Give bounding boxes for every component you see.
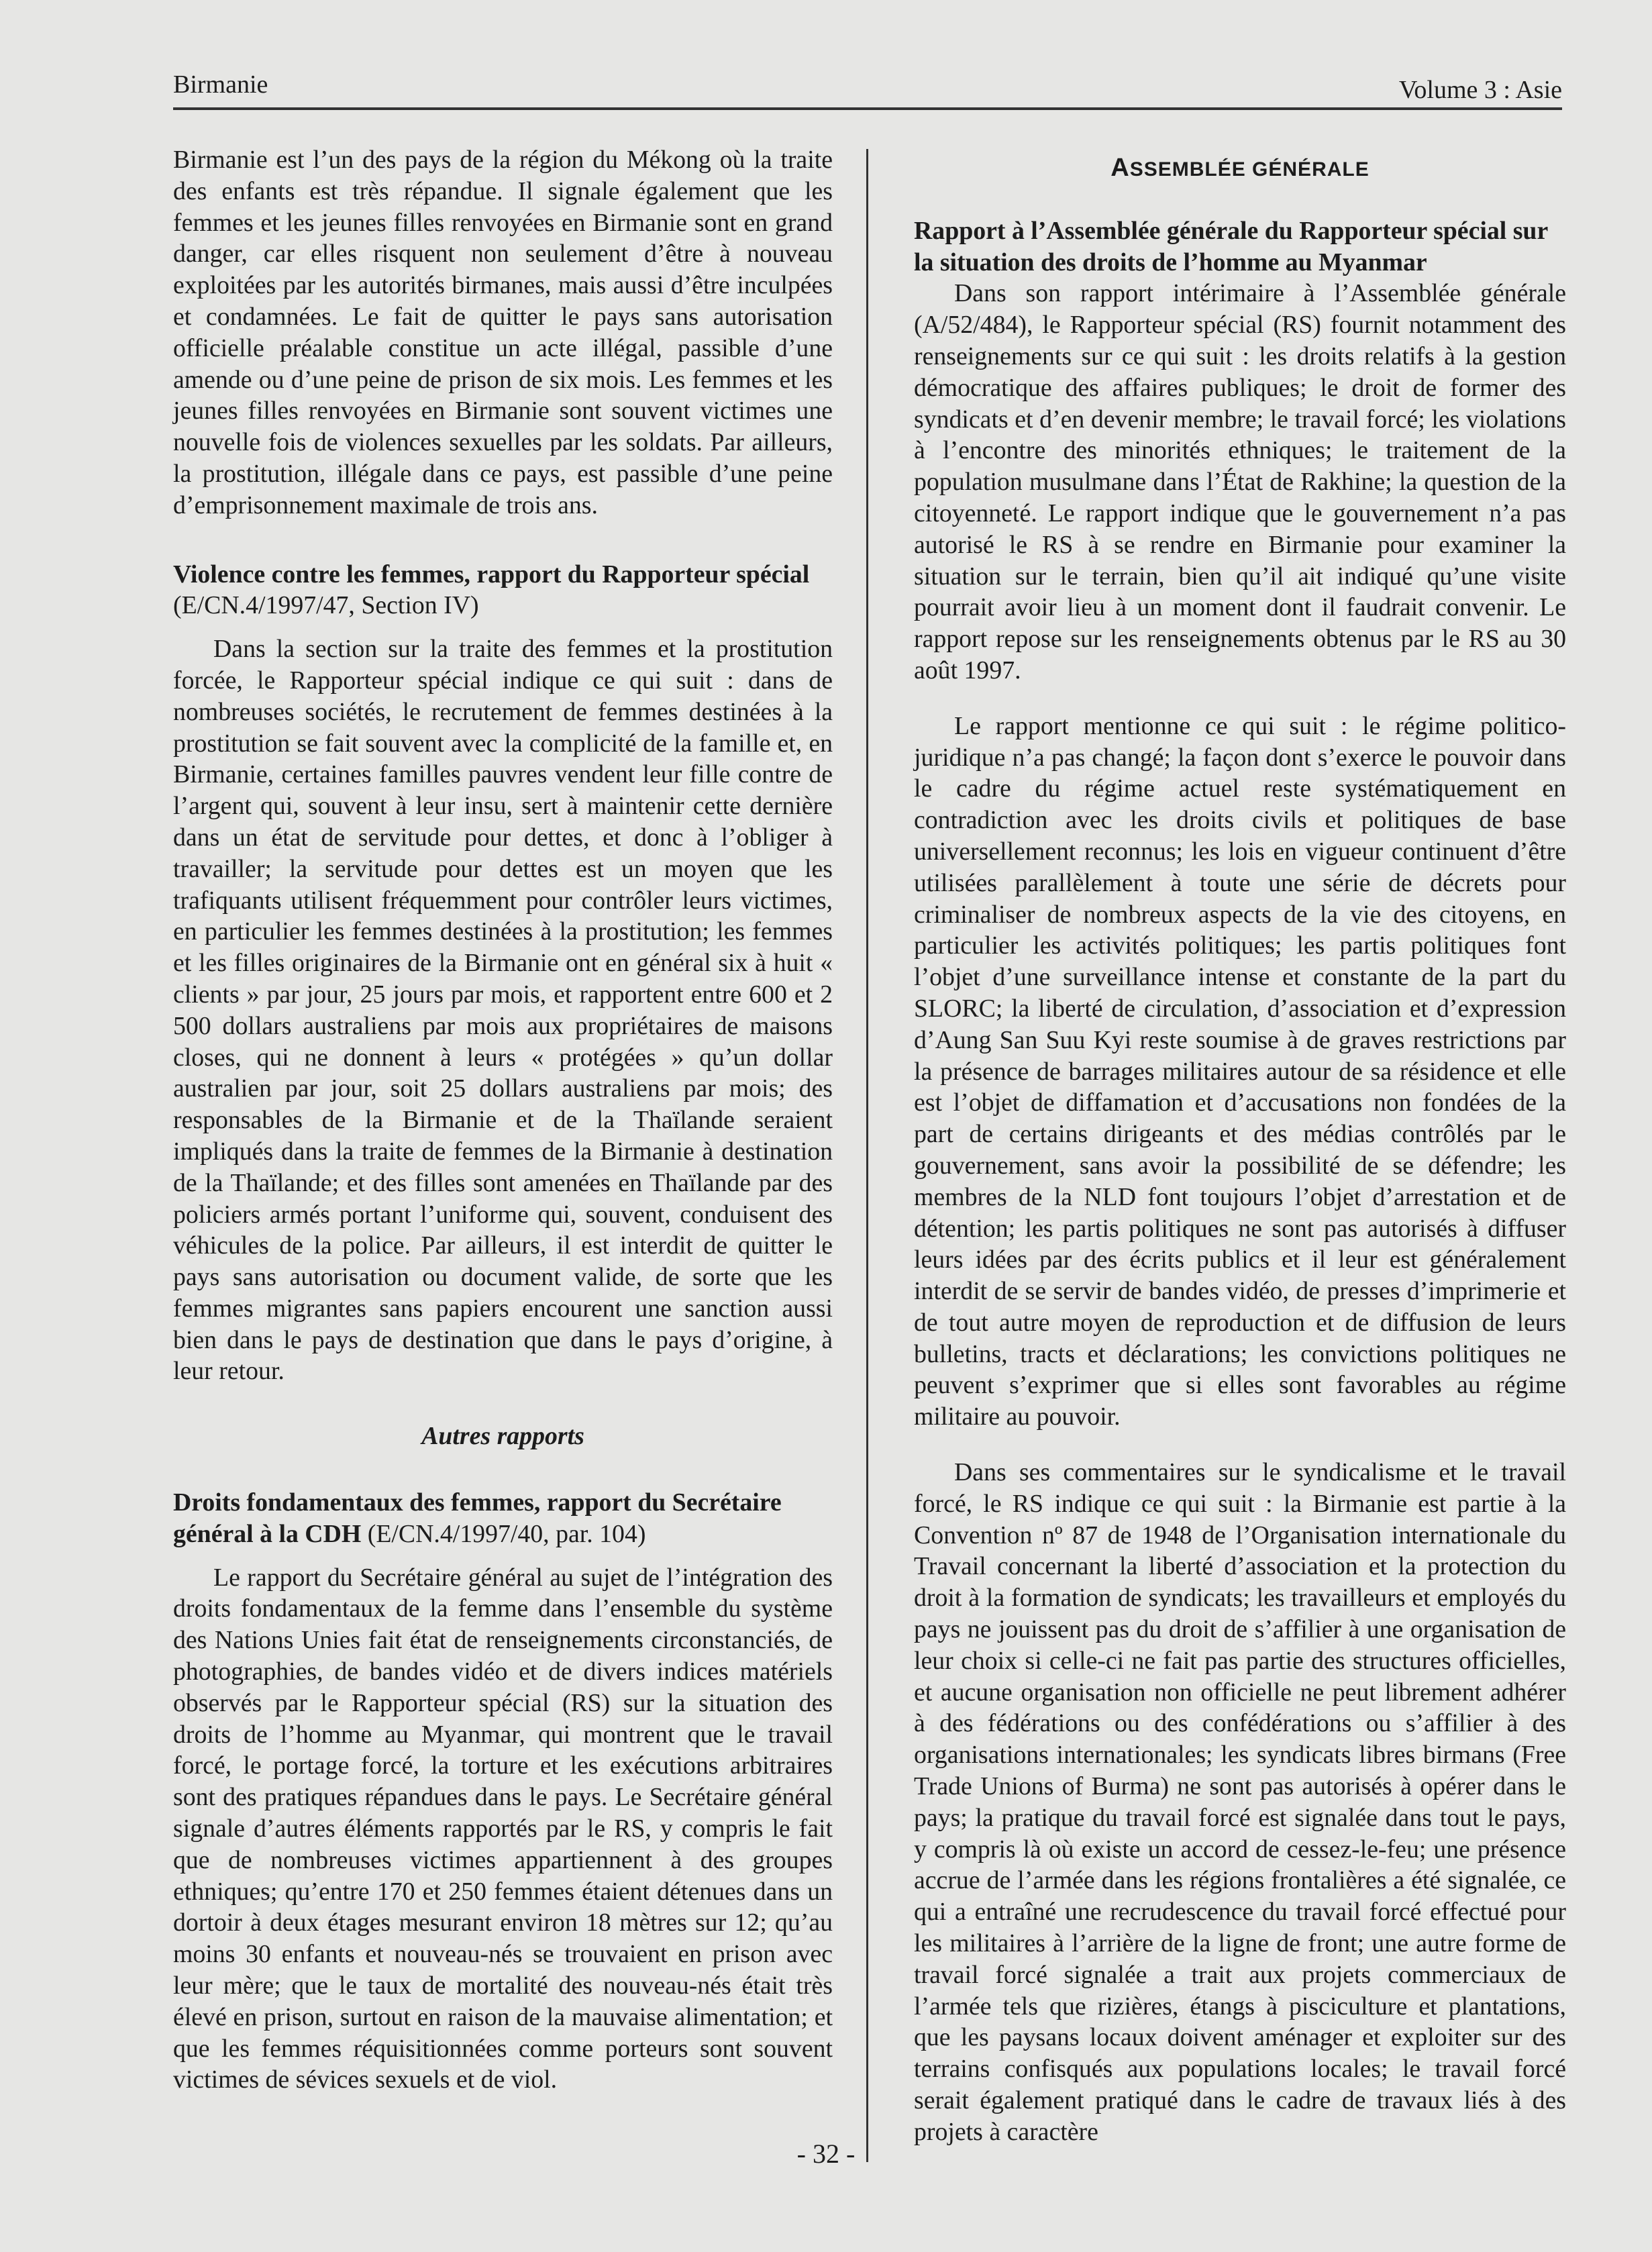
- rapport-heading-title: Rapport à l’Assemblée générale du Rapporteur spécial sur la situation des droits de l’homme au Myanmar: [914, 216, 1548, 276]
- rapport-paragraph-1: Dans son rapport intérimaire à l’Assemblée générale (A/52/484), le Rapporteur spécial (RS) fournit notamment des renseignements sur ce qui suit : les droits relatifs à la gestion démocratique des affaires publiques; le droit de former des syndicats et d’en devenir membre; le travail forcé; les violations à l’encontre des minorités ethniques; le traitement de la population musulmane dans l’État de Rakhine; la question de la citoyenneté. Le rapport indique que le gouvernement n’a pas autorisé le RS à se rendre en Birmanie pour examiner la situation sur le terrain, bien qu’il ait indiqué qu’une visite pourrait avoir lieu à un moment dont il faudrait convenir. Le rapport repose sur les renseignements obtenus par le RS au 30 août 1997.: [914, 279, 1566, 684]
- running-header-volume: Volume 3 : Asie: [1398, 76, 1562, 104]
- violence-heading: [173, 559, 833, 622]
- section-heading-assemblee: [914, 152, 1566, 186]
- rapport-heading: [914, 215, 1566, 278]
- column-divider: [866, 149, 868, 2162]
- section-heading-rest: SSEMBLÉE GÉNÉRALE: [1129, 158, 1370, 181]
- violence-heading-reference: (E/CN.4/1997/47, Section IV): [173, 591, 479, 620]
- droits-paragraph: Le rapport du Secrétaire général au sujet de l’intégration des droits fondamentaux de la femme dans l’ensemble du système des Nations Unies fait état de renseignements circonstanciés, de photographies, de bandes vidéo et de divers indices matériels observés par le Rapporteur spécial (RS) sur la situation des droits de l’homme au Myanmar, qui montrent que le travail forcé, le portage forcé, la torture et les exécutions arbitraires sont des pratiques répandues dans le pays. Le Secrétaire général signale d’autres éléments rapportés par le RS, y compris le fait que de nombreuses victimes appartiennent à des groupes ethniques; qu’entre 170 et 250 femmes étaient détenues dans un dortoir à deux étages mesurant environ 18 mètres sur 12; qu’au moins 30 enfants et nouveau-nés se trouvaient en prison avec leur mère; que le taux de mortalité des nouveau-nés était très élevé en prison, surtout en raison de la mauvaise alimentation; et que les femmes réquisitionnées comme porteurs sont souvent victimes de sévices sexuels et de viol.: [173, 1563, 833, 2094]
- section-heading-initial: A: [1111, 154, 1130, 182]
- autres-rapports-heading: Autres rapports: [421, 1422, 584, 1451]
- rapport-paragraph-3: Dans ses commentaires sur le syndicalisme et le travail forcé, le RS indique ce qui suit : la Birmanie est partie à la Convention nº 87 de 1948 de l’Organisation internationale du Travail concernant la liberté d’association et la protection du droit à la formation de syndicats; les travailleurs et employés du pays ne jouissent pas du droit de s’affilier à une organisation de leur choix si celle-ci ne fait pas partie des structures officielles, et aucune organisation non officielle ne peut librement adhérer à des fédérations ou des confédérations ou s’affilier à des organisations internationales; les syndicats libres birmans (Free Trade Unions of Burma) ne sont pas autorisés à opérer dans le pays; la pratique du travail forcé est signalée dans tout le pays, y compris là où existe un accord de cessez-le-feu; une présence accrue de l’armée dans les régions frontalières a été signalée, ce qui a entraîné une recrudescence du travail forcé effectué pour les militaires à l’arrière de la ligne de front; une autre forme de travail forcé signalée a trait aux projets commerciaux de l’armée tels que rizières, étangs à pisciculture et plantations, que les paysans locaux doivent aménager et exploiter sur des terrains confisqués aux populations locales; le travail forcé serait également pratiqué dans le cadre de travaux liés à des projets à caractère: [914, 1458, 1566, 2146]
- left-column: [173, 144, 833, 2096]
- violence-paragraph: Dans la section sur la traite des femmes et la prostitution forcée, le Rapporteur spécial indique ce qui suit : dans de nombreuses sociétés, le recrutement de femmes destinées à la prostitution se fait souvent avec la complicité de la famille et, en Birmanie, certaines familles pauvres vendent leur fille contre de l’argent qui, souvent à leur insu, sert à maintenir cette dernière dans un état de servitude pour dettes, et donc à l’obliger à travailler; la servitude pour dettes est un moyen que les trafiquants utilisent fréquemment pour contrôler leurs victimes, en particulier les femmes destinées à la prostitution; les femmes et les filles originaires de la Birmanie ont en général six à huit « clients » par jour, 25 jours par mois, et rapportent entre 600 et 2 500 dollars australiens par mois aux propriétaires de maisons closes, qui ne donnent à leurs « protégées » qu’un dollar australien par jour, soit 25 dollars australiens par mois; des responsables de la Birmanie et de la Thaïlande seraient impliqués dans la traite de femmes de la Birmanie à destination de la Thaïlande; et des filles sont amenées en Thaïlande par des policiers armés portant l’uniforme qui, souvent, conduisent des véhicules de la police. Par ailleurs, il est interdit de quitter le pays sans autorisation ou document valide, de sorte que les femmes migrantes sans papiers encourent une sanction aussi bien dans le pays de destination que dans le pays d’origine, à leur retour.: [173, 635, 833, 1386]
- right-column: [914, 144, 1566, 2148]
- droits-heading-title: Droits fondamentaux des femmes, rapport du Secrétaire général à la CDH: [173, 1488, 782, 1548]
- violence-heading-title: Violence contre les femmes, rapport du Rapporteur spécial: [173, 560, 810, 588]
- page-number: - 32 -: [796, 2139, 856, 2169]
- running-header-country: Birmanie: [173, 70, 268, 99]
- intro-paragraph: Birmanie est l’un des pays de la région du Mékong où la traite des enfants est très répandue. Il signale également que les femmes et les jeunes filles renvoyées en Birmanie sont en grand danger, car elles risquent non seulement d’être à nouveau exploitées par les autorités birmanes, mais aussi d’être inculpées et condamnées. Le fait de quitter le pays sans autorisation officielle préalable constitue un acte illégal, passible d’une amende ou d’une peine de prison de six mois. Les femmes et les jeunes filles renvoyées en Birmanie sont souvent victimes une nouvelle fois de violences sexuelles par les soldats. Par ailleurs, la prostitution, illégale dans ce pays, est passible d’une peine d’emprisonnement maximale de trois ans.: [173, 146, 833, 519]
- droits-heading-reference: (E/CN.4/1997/40, par. 104): [361, 1519, 646, 1548]
- droits-heading: [173, 1487, 833, 1550]
- rapport-paragraph-2: Le rapport mentionne ce qui suit : le régime politico-juridique n’a pas changé; la façon dont s’exerce le pouvoir dans le cadre du régime actuel reste systématiquement en contradiction avec les droits civils et politiques de base universellement reconnus; les lois en vigueur continuent d’être utilisées parallèlement à toute une série de décrets pour criminaliser de nombreux aspects de la vie des citoyens, en particulier les activités politiques; les partis politiques font l’objet d’une surveillance intense et constante de la part du SLORC; la liberté de circulation, d’association et d’expression d’Aung San Suu Kyi reste soumise à de graves restrictions par la présence de barrages militaires autour de sa résidence et elle est l’objet de diffamation et d’accusations non fondées de la part de certains dirigeants et des médias contrôlés par le gouvernement, sans avoir la possibilité de se défendre; les membres de la NLD font toujours l’objet d’arrestation et de détention; les partis politiques ne sont pas autorisés à diffuser leurs idées par des écrits publics et il leur est généralement interdit de se servir de bandes vidéo, de presses d’imprimerie et de tout autre moyen de reproduction et de diffusion de leurs bulletins, tracts et déclarations; les convictions politiques ne peuvent s’exprimer que si elles sont favorables au régime militaire au pouvoir.: [914, 711, 1566, 1431]
- page-header: [173, 67, 1562, 110]
